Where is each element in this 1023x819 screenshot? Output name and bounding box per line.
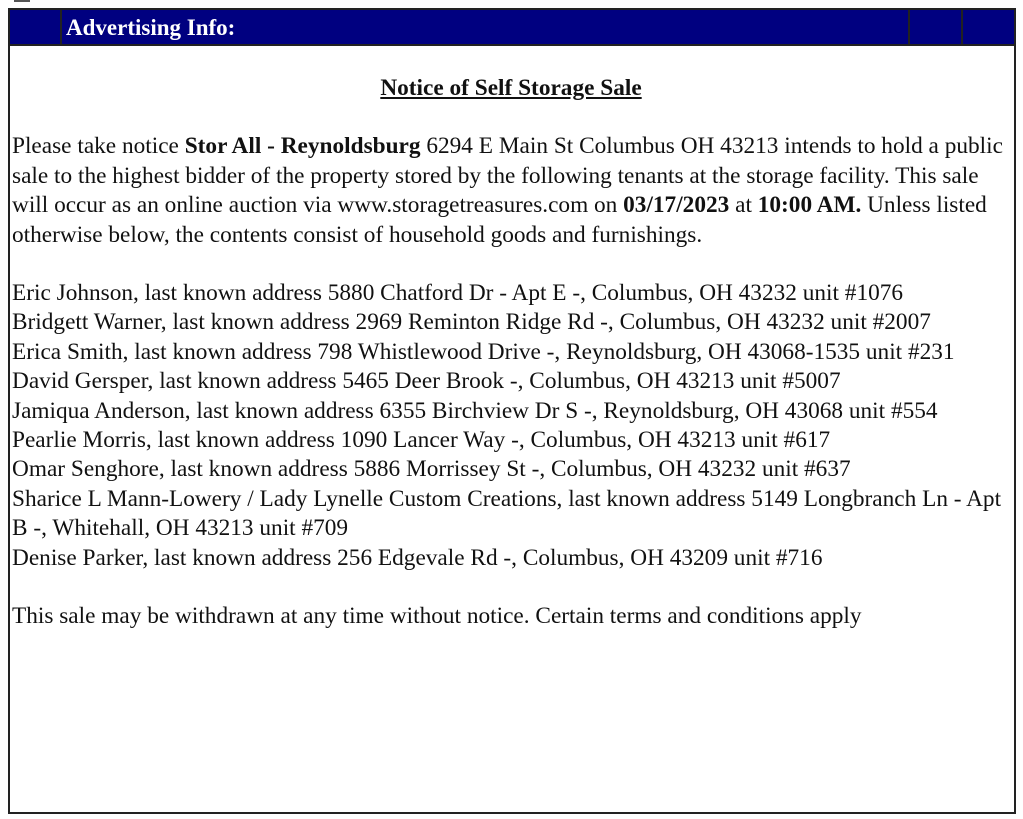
notice-title: Notice of Self Storage Sale <box>380 75 642 101</box>
tenant-entry: Omar Senghore, last known address 5886 Morrissey St -, Columbus, OH 43232 unit #637 <box>12 456 851 483</box>
header-cell-left <box>10 10 62 44</box>
intro-text-3: at <box>729 192 758 219</box>
tenant-entry: Sharice L Mann-Lowery / Lady Lynelle Custom Creations, last known address 5149 Longbranch Ln - Apt B -, Whitehall, OH 43213 unit #709 <box>12 485 1002 542</box>
intro-text-1: Please take notice <box>12 133 185 160</box>
header-cell-right-2 <box>963 10 1014 44</box>
tenant-entry: Denise Parker, last known address 256 Edgevale Rd -, Columbus, OH 43209 unit #716 <box>12 544 823 571</box>
notice-content <box>12 52 1010 632</box>
header-cell-right-1 <box>910 10 963 44</box>
intro-paragraph <box>12 132 1010 250</box>
intro-text-2: 6294 E Main St Columbus OH 43213 intends to hold a public sale to the highest bidder of the property stored by the following tenants at the storage facility. This sale will occur as an online auction via www.storagetreasures.com on <box>12 133 1003 219</box>
auction-time: 10:00 AM. <box>757 192 862 219</box>
section-title: Advertising Info: <box>66 15 236 40</box>
tenant-entry: Pearlie Morris, last known address 1090 Lancer Way -, Columbus, OH 43213 unit #617 <box>12 427 831 454</box>
tenant-entry: David Gersper, last known address 5465 Deer Brook -, Columbus, OH 43213 unit #5007 <box>12 368 841 395</box>
auction-date: 03/17/2023 <box>623 192 730 219</box>
intro-text-4: Unless listed otherwise below, the contents consist of household goods and furnishings. <box>12 192 987 248</box>
advertising-info-table <box>8 8 1016 814</box>
tenant-entry: Bridgett Warner, last known address 2969 Reminton Ridge Rd -, Columbus, OH 43232 unit #2007 <box>12 309 931 336</box>
closing-paragraph: This sale may be withdrawn at any time without notice. Certain terms and conditions apply <box>12 603 862 630</box>
tenant-entry: Eric Johnson, last known address 5880 Chatford Dr - Apt E -, Columbus, OH 43232 unit #1076 <box>12 280 904 307</box>
notice-body <box>12 132 1010 631</box>
header-row <box>10 10 1014 46</box>
facility-name: Stor All - Reynoldsburg <box>184 133 421 160</box>
tenant-entry: Erica Smith, last known address 798 Whistlewood Drive -, Reynoldsburg, OH 43068-1535 unit #231 <box>12 338 955 365</box>
header-cell-title <box>62 10 910 44</box>
tenant-list <box>12 279 1010 573</box>
top-edge-mark <box>14 0 30 2</box>
tenant-entry: Jamiqua Anderson, last known address 6355 Birchview Dr S -, Reynoldsburg, OH 43068 unit #554 <box>12 397 938 424</box>
